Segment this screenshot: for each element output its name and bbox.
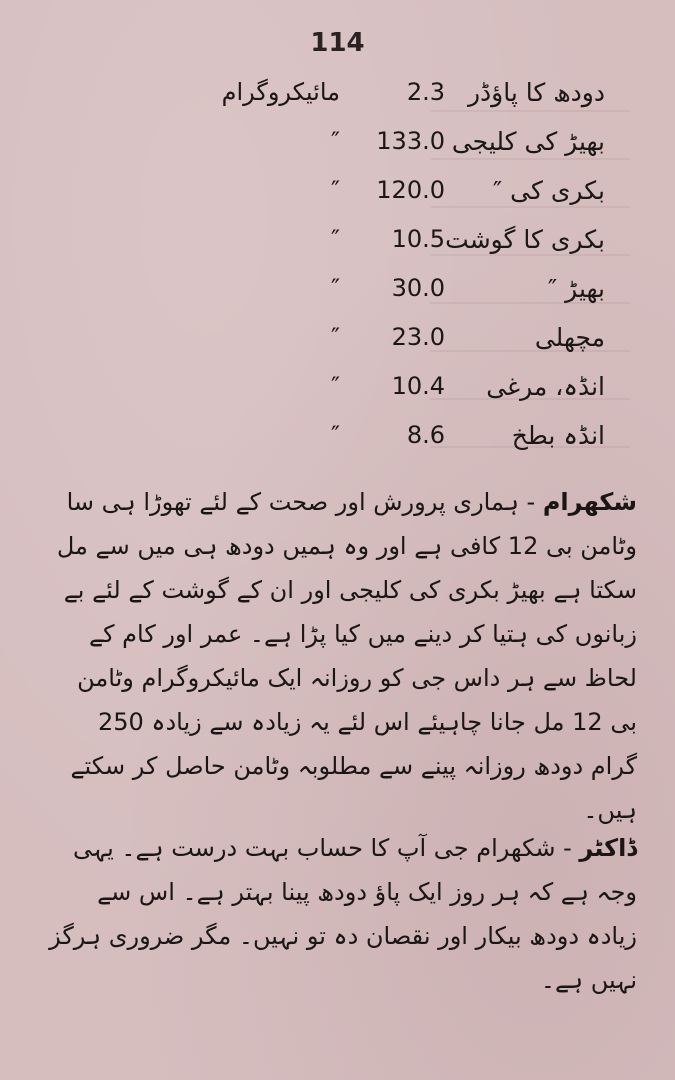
table-row [230,217,605,266]
table-row [230,364,605,413]
item-quantity: 120.0 [376,176,445,204]
item-quantity: 10.5 [391,225,445,253]
item-unit: مائیکروگرام [221,78,340,106]
item-quantity: 2.3 [406,78,445,106]
item-unit: ″ [331,372,340,400]
dialogue-text: - ہماری پرورش اور صحت کے لئے تھوڑا ہی سا وٹامن بی 12 کافی ہے اور وہ ہمیں دودھ ہی میں سے مل سکتا ہے بھیڑ بکری کی کلیجی اور ان کے گوشت کے لئے بے زبانوں کی ہتیا کر دینے میں کیا پڑا ہے۔ عمر اور کام کے لحاظ سے ہر داس جی کو روزانہ ایک مائیکروگرام وٹامن بی 12 مل جانا چاہیئے اس لئے یہ زیادہ سے زیادہ 250 گرام دودھ روزانہ پینے سے مطلوبہ وٹامن حاصل کر سکتے ہیں۔ [56,488,637,824]
item-name: بھیڑ ″ [547,274,605,303]
table-row [230,315,605,364]
dialogue-paragraph-2 [47,826,637,1002]
speaker-name: ڈاکٹر [579,834,637,862]
item-name: بکری کا گوشت [445,225,605,254]
item-unit: ″ [331,127,340,155]
table-row [221,70,605,119]
item-unit: ″ [331,225,340,253]
item-unit: ″ [331,421,340,449]
item-quantity: 23.0 [391,323,445,351]
item-name: انڈہ، مرغی [486,372,605,401]
item-unit: ″ [331,323,340,351]
item-name: بکری کی ″ [492,176,605,205]
speaker-name: شکھرام [542,488,637,516]
table-row [230,413,605,462]
nutrient-table [221,70,605,462]
item-unit: ″ [331,176,340,204]
table-row [230,119,605,168]
table-row [230,168,605,217]
item-name: انڈہ بطخ [511,421,605,450]
item-quantity: 30.0 [391,274,445,302]
item-name: بھیڑ کی کلیجی [451,127,605,156]
item-name: مچھلی [534,323,605,352]
table-row [230,266,605,315]
item-name: دودھ کا پاؤڈر [467,78,605,107]
item-unit: ″ [331,274,340,302]
page-number: 114 [310,28,365,58]
item-quantity: 8.6 [406,421,445,449]
item-quantity: 10.4 [391,372,445,400]
dialogue-paragraph-1 [47,480,637,832]
dialogue-text: - شکھرام جی آپ کا حساب بہت درست ہے۔ یہی وجہ ہے کہ ہر روز ایک پاؤ دودھ پینا بہتر ہے۔ اس سے زیادہ دودھ بیکار اور نقصان دہ تو نہیں۔ مگر ضروری ہرگز نہیں ہے۔ [49,834,637,994]
item-quantity: 133.0 [376,127,445,155]
